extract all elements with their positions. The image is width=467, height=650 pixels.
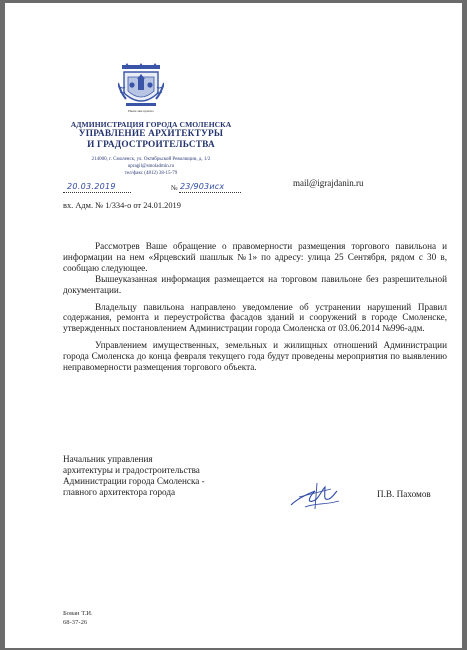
registration-number-underline [179,192,241,193]
letterhead-contacts [65,157,237,177]
registration-number-label: № [171,184,178,192]
registration-number: 23/903исх [180,182,225,191]
signatory-name: П.В. Пахомов [377,489,431,499]
executor-phone: 68-37-26 [63,618,88,626]
registration-date: 20.03.2019 [67,182,116,191]
emblem-motto: Ныне аки присно [128,109,154,113]
body-paragraph-4: Управлением имущественных, земельных и жилищных отношений Администрации города Смоленска до конца февраля текущего года будут проведены мероприятия по выявлению неправомерности размещения торгового объекта. [63,340,447,373]
address-line: 214000, г. Смоленск, ул. Октябрьской Революции, д. 1/2 [91,157,211,162]
city-coat-of-arms-icon [118,63,164,111]
signatory-line-3: Администрации города Смоленска - [63,476,205,486]
document-page [5,3,462,648]
signatory-line-2: архитектуры и градостроительства [63,465,200,475]
executor-name: Бован Т.И. [63,610,93,617]
executor-info [63,610,93,627]
incoming-reference: вх. Адм. № 1/334-о от 24.01.2019 [63,201,181,210]
body-paragraph-2: Вышеуказанная информация размещается на торговом павильоне без разрешительной документации. [63,273,447,295]
registration-date-underline [63,192,131,193]
signatory-line-4: главного архитектора города [63,487,176,497]
administration-title: АДМИНИСТРАЦИЯ ГОРОДА СМОЛЕНСКА [70,120,232,129]
department-title-line2: И ГРАДОСТРОИТЕЛЬСТВА [87,140,215,150]
email-line: upragil@smoladmin.ru [127,163,175,169]
registration-row [59,181,249,195]
body-paragraph-3: Владельцу павильона направлено уведомление об устранении нарушений Правил содержания, ремонта и переустройства фасадов зданий и сооружений в городе Смоленске, утвержденных постановлением Администрации города Смоленска от 03.06.2014 №996-адм. [63,301,447,334]
handwritten-signature-icon [285,479,345,513]
signatory-position [63,454,205,498]
department-title-line1: УПРАВЛЕНИЕ АРХИТЕКТУРЫ [78,129,224,139]
letter-body [63,241,447,373]
recipient-email: mail@igrajdanin.ru [293,178,364,188]
phone-line: тел/факс (4812) 38-15-79 [124,170,178,176]
body-paragraph-1: Рассмотрев Ваше обращение о правомерности размещения торгового павильона и информации на нем «Ярцевский шашлык №1» по адресу: улица 25 Сентября, рядом с 30 в, сообщаю следующее. [63,241,447,273]
department-title [61,129,241,151]
signatory-line-1: Начальник управления [63,454,153,464]
